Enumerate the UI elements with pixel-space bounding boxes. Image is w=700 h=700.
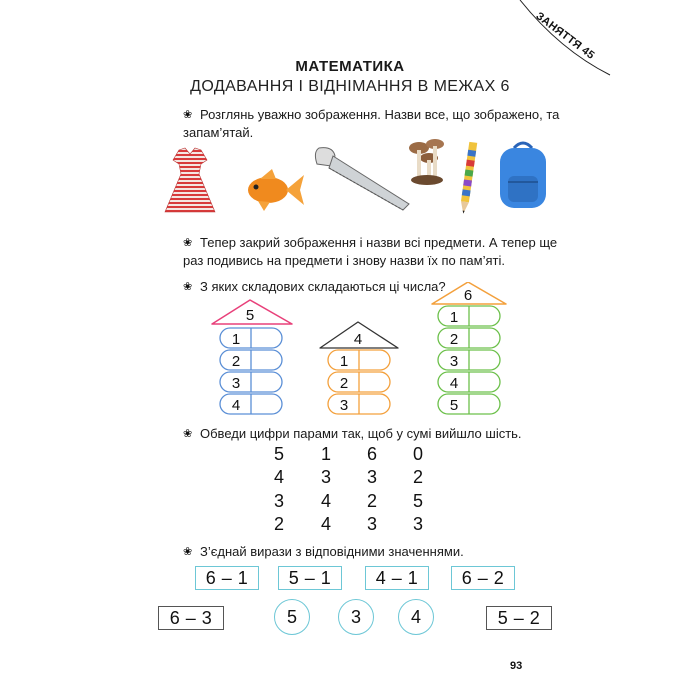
value-circle[interactable]: 4 bbox=[398, 599, 434, 635]
grid-cell[interactable]: 0 bbox=[412, 444, 423, 464]
grid-cell[interactable]: 2 bbox=[366, 491, 377, 511]
house2-row: 3 bbox=[339, 397, 349, 414]
pencil-icon bbox=[456, 138, 480, 222]
value-circle[interactable]: 3 bbox=[338, 599, 374, 635]
handsaw-icon bbox=[305, 142, 415, 212]
grid-cell[interactable]: 3 bbox=[366, 467, 377, 487]
task4-text: Обведи цифри парами так, щоб у сумі вийшло шість. bbox=[200, 426, 522, 441]
grid-cell[interactable]: 2 bbox=[273, 514, 284, 534]
value-circle[interactable]: 5 bbox=[274, 599, 310, 635]
mushrooms-icon bbox=[405, 136, 450, 186]
expression-box[interactable]: 6 – 1 bbox=[195, 566, 259, 590]
grid-cell[interactable]: 4 bbox=[320, 514, 331, 534]
grid-cell[interactable]: 4 bbox=[273, 467, 284, 487]
striped-dress-icon bbox=[155, 146, 225, 216]
house2-row: 2 bbox=[339, 375, 349, 392]
task1-line1: Розглянь уважно зображення. Назви все, що зображено, та bbox=[200, 107, 560, 122]
house2-top: 4 bbox=[353, 331, 363, 348]
house3-row: 2 bbox=[449, 331, 459, 348]
grid-cell[interactable]: 4 bbox=[320, 491, 331, 511]
house3-row: 1 bbox=[449, 309, 459, 326]
task1-line2: запам’ятай. bbox=[183, 125, 254, 140]
topic-title: ДОДАВАННЯ І ВІДНІМАННЯ В МЕЖАХ 6 bbox=[190, 78, 510, 95]
flower-bullet-icon: ❀ bbox=[183, 237, 193, 249]
flower-bullet-icon: ❀ bbox=[183, 281, 193, 293]
backpack-icon bbox=[492, 138, 554, 212]
grid-cell[interactable]: 5 bbox=[412, 491, 423, 511]
flower-bullet-icon: ❀ bbox=[183, 428, 193, 440]
lesson-tab: ЗАНЯТТЯ 45 bbox=[533, 10, 597, 62]
house2-row: 1 bbox=[339, 353, 349, 370]
expression-box[interactable]: 5 – 2 bbox=[486, 606, 552, 630]
expression-box[interactable]: 5 – 1 bbox=[278, 566, 342, 590]
goldfish-icon bbox=[238, 165, 308, 215]
grid-cell[interactable]: 6 bbox=[366, 444, 377, 464]
task2-line2: раз подивись на предмети і знову назви їх по пам’яті. bbox=[183, 253, 505, 268]
house3-row: 5 bbox=[449, 397, 459, 414]
expression-box[interactable]: 4 – 1 bbox=[365, 566, 429, 590]
flower-bullet-icon: ❀ bbox=[183, 546, 193, 558]
house1-row: 3 bbox=[231, 375, 241, 392]
house1-row: 1 bbox=[231, 331, 241, 348]
flower-bullet-icon: ❀ bbox=[183, 109, 193, 121]
expression-box[interactable]: 6 – 3 bbox=[158, 606, 224, 630]
task2-line1: Тепер закрий зображення і назви всі предмети. А тепер ще bbox=[200, 235, 558, 250]
task3-text: З яких складових складаються ці числа? bbox=[200, 279, 446, 294]
house3-row: 3 bbox=[449, 353, 459, 370]
grid-cell[interactable]: 5 bbox=[273, 444, 284, 464]
house3-top: 6 bbox=[463, 287, 473, 304]
house1-top: 5 bbox=[245, 307, 255, 324]
house1-row: 2 bbox=[231, 353, 241, 370]
grid-cell[interactable]: 1 bbox=[320, 444, 331, 464]
expression-box[interactable]: 6 – 2 bbox=[451, 566, 515, 590]
house1-row: 4 bbox=[231, 397, 241, 414]
task5-text: З’єднай вирази з відповідними значеннями. bbox=[200, 544, 464, 559]
grid-cell[interactable]: 2 bbox=[412, 467, 423, 487]
page-number: 93 bbox=[510, 660, 523, 672]
subject-title: МАТЕМАТИКА bbox=[295, 58, 405, 75]
number-houses bbox=[200, 282, 520, 422]
grid-cell[interactable]: 3 bbox=[320, 467, 331, 487]
grid-cell[interactable]: 3 bbox=[412, 514, 423, 534]
house3-row: 4 bbox=[449, 375, 459, 392]
grid-cell[interactable]: 3 bbox=[273, 491, 284, 511]
grid-cell[interactable]: 3 bbox=[366, 514, 377, 534]
